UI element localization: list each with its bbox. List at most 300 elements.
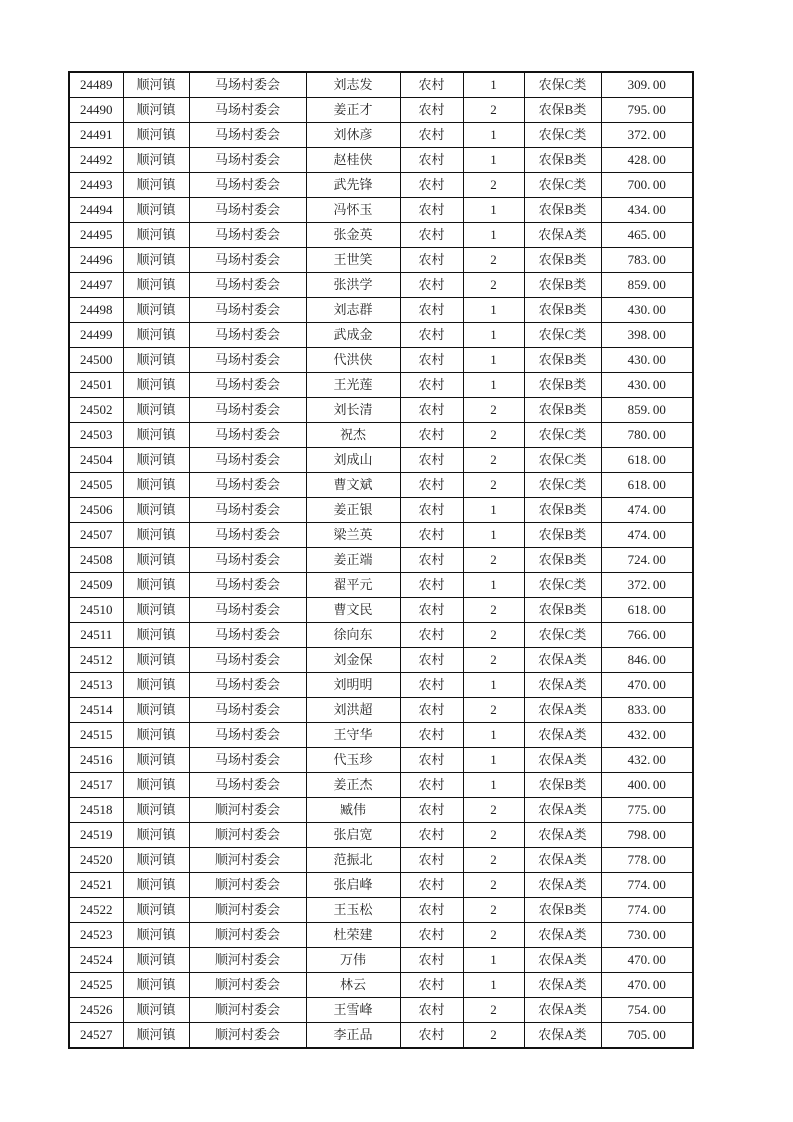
- table-row: [69, 123, 693, 148]
- cell-town: 顺河镇: [123, 548, 189, 573]
- cell-person-count: 1: [463, 323, 524, 348]
- cell-person-name: 代玉珍: [306, 748, 400, 773]
- cell-person-count: 2: [463, 898, 524, 923]
- cell-person-count: 2: [463, 848, 524, 873]
- cell-person-name: 王光莲: [306, 373, 400, 398]
- cell-person-name: 臧伟: [306, 798, 400, 823]
- cell-person-name: 刘志群: [306, 298, 400, 323]
- cell-person-count: 2: [463, 598, 524, 623]
- table-row: [69, 723, 693, 748]
- cell-town: 顺河镇: [123, 623, 189, 648]
- cell-residence-type: 农村: [400, 998, 463, 1023]
- cell-insurance-category: 农保A类: [524, 823, 601, 848]
- cell-insurance-category: 农保B类: [524, 523, 601, 548]
- cell-town: 顺河镇: [123, 823, 189, 848]
- cell-insurance-category: 农保A类: [524, 873, 601, 898]
- cell-serial-number: 24515: [69, 723, 123, 748]
- cell-village-committee: 顺河村委会: [189, 923, 306, 948]
- cell-town: 顺河镇: [123, 523, 189, 548]
- cell-insurance-category: 农保C类: [524, 72, 601, 98]
- cell-town: 顺河镇: [123, 573, 189, 598]
- cell-person-name: 刘明明: [306, 673, 400, 698]
- cell-residence-type: 农村: [400, 573, 463, 598]
- cell-residence-type: 农村: [400, 923, 463, 948]
- table-row: [69, 948, 693, 973]
- cell-insurance-category: 农保B类: [524, 548, 601, 573]
- cell-village-committee: 马场村委会: [189, 773, 306, 798]
- cell-person-name: 张洪学: [306, 273, 400, 298]
- table-row: [69, 773, 693, 798]
- cell-person-count: 2: [463, 923, 524, 948]
- cell-serial-number: 24493: [69, 173, 123, 198]
- cell-person-name: 张启宽: [306, 823, 400, 848]
- cell-insurance-category: 农保B类: [524, 273, 601, 298]
- cell-person-count: 1: [463, 723, 524, 748]
- cell-person-count: 2: [463, 798, 524, 823]
- table-row: [69, 523, 693, 548]
- cell-serial-number: 24491: [69, 123, 123, 148]
- cell-person-count: 2: [463, 98, 524, 123]
- cell-amount: 705. 00: [601, 1023, 693, 1049]
- table-row: [69, 898, 693, 923]
- cell-residence-type: 农村: [400, 248, 463, 273]
- cell-person-count: 2: [463, 273, 524, 298]
- cell-insurance-category: 农保B类: [524, 248, 601, 273]
- cell-serial-number: 24499: [69, 323, 123, 348]
- cell-insurance-category: 农保A类: [524, 948, 601, 973]
- cell-village-committee: 马场村委会: [189, 448, 306, 473]
- cell-residence-type: 农村: [400, 1023, 463, 1049]
- cell-serial-number: 24509: [69, 573, 123, 598]
- cell-town: 顺河镇: [123, 173, 189, 198]
- cell-village-committee: 顺河村委会: [189, 973, 306, 998]
- cell-residence-type: 农村: [400, 473, 463, 498]
- cell-village-committee: 马场村委会: [189, 648, 306, 673]
- cell-serial-number: 24492: [69, 148, 123, 173]
- cell-person-count: 2: [463, 423, 524, 448]
- cell-residence-type: 农村: [400, 198, 463, 223]
- cell-person-name: 翟平元: [306, 573, 400, 598]
- cell-residence-type: 农村: [400, 98, 463, 123]
- cell-serial-number: 24510: [69, 598, 123, 623]
- table-row: [69, 448, 693, 473]
- table-row: [69, 473, 693, 498]
- cell-town: 顺河镇: [123, 123, 189, 148]
- cell-amount: 618. 00: [601, 598, 693, 623]
- cell-person-name: 李正品: [306, 1023, 400, 1049]
- cell-person-count: 1: [463, 123, 524, 148]
- cell-insurance-category: 农保A类: [524, 848, 601, 873]
- cell-amount: 778. 00: [601, 848, 693, 873]
- cell-residence-type: 农村: [400, 498, 463, 523]
- cell-serial-number: 24511: [69, 623, 123, 648]
- cell-insurance-category: 农保B类: [524, 398, 601, 423]
- cell-residence-type: 农村: [400, 398, 463, 423]
- cell-town: 顺河镇: [123, 723, 189, 748]
- cell-village-committee: 马场村委会: [189, 623, 306, 648]
- cell-serial-number: 24498: [69, 298, 123, 323]
- cell-person-name: 刘长清: [306, 398, 400, 423]
- cell-town: 顺河镇: [123, 748, 189, 773]
- cell-amount: 430. 00: [601, 298, 693, 323]
- cell-serial-number: 24490: [69, 98, 123, 123]
- table-row: [69, 398, 693, 423]
- table-row: [69, 173, 693, 198]
- cell-person-count: 1: [463, 148, 524, 173]
- cell-serial-number: 24506: [69, 498, 123, 523]
- cell-person-name: 林云: [306, 973, 400, 998]
- cell-residence-type: 农村: [400, 173, 463, 198]
- cell-person-name: 张金英: [306, 223, 400, 248]
- cell-insurance-category: 农保C类: [524, 173, 601, 198]
- cell-town: 顺河镇: [123, 273, 189, 298]
- cell-person-count: 1: [463, 573, 524, 598]
- cell-village-committee: 马场村委会: [189, 273, 306, 298]
- cell-town: 顺河镇: [123, 148, 189, 173]
- cell-village-committee: 顺河村委会: [189, 898, 306, 923]
- cell-person-count: 1: [463, 373, 524, 398]
- table-row: [69, 873, 693, 898]
- cell-person-name: 王雪峰: [306, 998, 400, 1023]
- cell-town: 顺河镇: [123, 72, 189, 98]
- cell-amount: 754. 00: [601, 998, 693, 1023]
- cell-serial-number: 24501: [69, 373, 123, 398]
- cell-residence-type: 农村: [400, 273, 463, 298]
- cell-person-count: 1: [463, 223, 524, 248]
- cell-person-name: 刘金保: [306, 648, 400, 673]
- cell-serial-number: 24519: [69, 823, 123, 848]
- cell-person-count: 1: [463, 973, 524, 998]
- cell-town: 顺河镇: [123, 798, 189, 823]
- cell-person-count: 1: [463, 948, 524, 973]
- cell-insurance-category: 农保B类: [524, 298, 601, 323]
- cell-town: 顺河镇: [123, 323, 189, 348]
- cell-residence-type: 农村: [400, 348, 463, 373]
- cell-amount: 372. 00: [601, 573, 693, 598]
- cell-person-count: 1: [463, 773, 524, 798]
- cell-amount: 774. 00: [601, 898, 693, 923]
- cell-residence-type: 农村: [400, 623, 463, 648]
- cell-serial-number: 24489: [69, 72, 123, 98]
- cell-residence-type: 农村: [400, 548, 463, 573]
- cell-serial-number: 24518: [69, 798, 123, 823]
- cell-village-committee: 马场村委会: [189, 198, 306, 223]
- cell-insurance-category: 农保A类: [524, 923, 601, 948]
- cell-person-name: 刘成山: [306, 448, 400, 473]
- cell-village-committee: 顺河村委会: [189, 948, 306, 973]
- cell-person-count: 1: [463, 498, 524, 523]
- cell-amount: 618. 00: [601, 448, 693, 473]
- cell-amount: 859. 00: [601, 398, 693, 423]
- table-row: [69, 298, 693, 323]
- table-row: [69, 423, 693, 448]
- cell-village-committee: 马场村委会: [189, 423, 306, 448]
- cell-village-committee: 马场村委会: [189, 72, 306, 98]
- cell-town: 顺河镇: [123, 898, 189, 923]
- cell-town: 顺河镇: [123, 998, 189, 1023]
- cell-town: 顺河镇: [123, 348, 189, 373]
- cell-person-name: 张启峰: [306, 873, 400, 898]
- cell-insurance-category: 农保A类: [524, 798, 601, 823]
- table-row: [69, 373, 693, 398]
- cell-residence-type: 农村: [400, 448, 463, 473]
- cell-serial-number: 24526: [69, 998, 123, 1023]
- cell-serial-number: 24514: [69, 698, 123, 723]
- cell-person-count: 1: [463, 523, 524, 548]
- insurance-roster-table: [68, 71, 694, 1049]
- cell-serial-number: 24495: [69, 223, 123, 248]
- table-row: [69, 848, 693, 873]
- cell-village-committee: 马场村委会: [189, 673, 306, 698]
- cell-insurance-category: 农保A类: [524, 973, 601, 998]
- cell-person-count: 1: [463, 198, 524, 223]
- cell-village-committee: 马场村委会: [189, 548, 306, 573]
- cell-serial-number: 24512: [69, 648, 123, 673]
- table-row: [69, 223, 693, 248]
- cell-insurance-category: 农保C类: [524, 448, 601, 473]
- cell-person-count: 2: [463, 698, 524, 723]
- cell-person-count: 1: [463, 748, 524, 773]
- cell-serial-number: 24524: [69, 948, 123, 973]
- cell-residence-type: 农村: [400, 598, 463, 623]
- cell-serial-number: 24504: [69, 448, 123, 473]
- table-row: [69, 498, 693, 523]
- cell-town: 顺河镇: [123, 948, 189, 973]
- cell-town: 顺河镇: [123, 673, 189, 698]
- cell-person-name: 梁兰英: [306, 523, 400, 548]
- cell-town: 顺河镇: [123, 248, 189, 273]
- cell-person-count: 2: [463, 448, 524, 473]
- cell-person-name: 武先锋: [306, 173, 400, 198]
- cell-village-committee: 顺河村委会: [189, 823, 306, 848]
- cell-residence-type: 农村: [400, 72, 463, 98]
- cell-person-name: 王守华: [306, 723, 400, 748]
- table-row: [69, 698, 693, 723]
- table-row: [69, 823, 693, 848]
- cell-person-name: 万伟: [306, 948, 400, 973]
- cell-insurance-category: 农保B类: [524, 773, 601, 798]
- cell-residence-type: 农村: [400, 298, 463, 323]
- cell-person-count: 2: [463, 473, 524, 498]
- cell-residence-type: 农村: [400, 898, 463, 923]
- cell-person-count: 1: [463, 72, 524, 98]
- cell-insurance-category: 农保C类: [524, 573, 601, 598]
- table-row: [69, 323, 693, 348]
- cell-amount: 309. 00: [601, 72, 693, 98]
- table-row: [69, 598, 693, 623]
- cell-village-committee: 马场村委会: [189, 148, 306, 173]
- cell-insurance-category: 农保A类: [524, 698, 601, 723]
- cell-insurance-category: 农保B类: [524, 898, 601, 923]
- cell-person-name: 冯怀玉: [306, 198, 400, 223]
- table-row: [69, 798, 693, 823]
- cell-town: 顺河镇: [123, 973, 189, 998]
- cell-town: 顺河镇: [123, 448, 189, 473]
- cell-town: 顺河镇: [123, 223, 189, 248]
- cell-insurance-category: 农保C类: [524, 323, 601, 348]
- table-row: [69, 973, 693, 998]
- cell-person-name: 姜正杰: [306, 773, 400, 798]
- cell-person-name: 王玉松: [306, 898, 400, 923]
- cell-town: 顺河镇: [123, 598, 189, 623]
- cell-person-count: 2: [463, 398, 524, 423]
- cell-amount: 798. 00: [601, 823, 693, 848]
- cell-residence-type: 农村: [400, 698, 463, 723]
- table-row: [69, 148, 693, 173]
- cell-town: 顺河镇: [123, 698, 189, 723]
- cell-serial-number: 24496: [69, 248, 123, 273]
- cell-village-committee: 马场村委会: [189, 98, 306, 123]
- cell-village-committee: 马场村委会: [189, 598, 306, 623]
- cell-amount: 795. 00: [601, 98, 693, 123]
- cell-town: 顺河镇: [123, 648, 189, 673]
- cell-insurance-category: 农保A类: [524, 723, 601, 748]
- cell-village-committee: 马场村委会: [189, 248, 306, 273]
- cell-amount: 618. 00: [601, 473, 693, 498]
- cell-insurance-category: 农保A类: [524, 648, 601, 673]
- cell-person-name: 姜正端: [306, 548, 400, 573]
- cell-person-name: 代洪侠: [306, 348, 400, 373]
- cell-residence-type: 农村: [400, 523, 463, 548]
- cell-amount: 434. 00: [601, 198, 693, 223]
- cell-amount: 432. 00: [601, 723, 693, 748]
- cell-amount: 833. 00: [601, 698, 693, 723]
- cell-insurance-category: 农保B类: [524, 148, 601, 173]
- cell-village-committee: 顺河村委会: [189, 848, 306, 873]
- cell-insurance-category: 农保B类: [524, 598, 601, 623]
- cell-person-name: 杜荣建: [306, 923, 400, 948]
- cell-serial-number: 24507: [69, 523, 123, 548]
- cell-insurance-category: 农保A类: [524, 223, 601, 248]
- cell-amount: 774. 00: [601, 873, 693, 898]
- cell-insurance-category: 农保C类: [524, 623, 601, 648]
- cell-village-committee: 马场村委会: [189, 473, 306, 498]
- cell-residence-type: 农村: [400, 748, 463, 773]
- cell-amount: 780. 00: [601, 423, 693, 448]
- cell-insurance-category: 农保B类: [524, 198, 601, 223]
- cell-serial-number: 24527: [69, 1023, 123, 1049]
- cell-residence-type: 农村: [400, 848, 463, 873]
- cell-insurance-category: 农保A类: [524, 673, 601, 698]
- cell-insurance-category: 农保B类: [524, 373, 601, 398]
- cell-insurance-category: 农保A类: [524, 1023, 601, 1049]
- cell-serial-number: 24525: [69, 973, 123, 998]
- cell-serial-number: 24503: [69, 423, 123, 448]
- table-row: [69, 72, 693, 98]
- cell-person-name: 祝杰: [306, 423, 400, 448]
- cell-serial-number: 24522: [69, 898, 123, 923]
- cell-amount: 474. 00: [601, 498, 693, 523]
- cell-serial-number: 24508: [69, 548, 123, 573]
- table-row: [69, 648, 693, 673]
- cell-amount: 470. 00: [601, 948, 693, 973]
- cell-town: 顺河镇: [123, 98, 189, 123]
- cell-residence-type: 农村: [400, 873, 463, 898]
- cell-amount: 398. 00: [601, 323, 693, 348]
- cell-serial-number: 24500: [69, 348, 123, 373]
- table-row: [69, 673, 693, 698]
- cell-residence-type: 农村: [400, 648, 463, 673]
- cell-insurance-category: 农保C类: [524, 423, 601, 448]
- cell-amount: 465. 00: [601, 223, 693, 248]
- cell-amount: 432. 00: [601, 748, 693, 773]
- cell-person-name: 姜正才: [306, 98, 400, 123]
- cell-person-count: 2: [463, 998, 524, 1023]
- cell-village-committee: 马场村委会: [189, 123, 306, 148]
- cell-serial-number: 24521: [69, 873, 123, 898]
- cell-residence-type: 农村: [400, 673, 463, 698]
- cell-amount: 700. 00: [601, 173, 693, 198]
- cell-person-count: 1: [463, 673, 524, 698]
- cell-village-committee: 顺河村委会: [189, 873, 306, 898]
- table-body: [69, 72, 693, 1048]
- cell-village-committee: 马场村委会: [189, 398, 306, 423]
- cell-residence-type: 农村: [400, 373, 463, 398]
- cell-residence-type: 农村: [400, 823, 463, 848]
- cell-village-committee: 马场村委会: [189, 323, 306, 348]
- cell-person-name: 赵桂侠: [306, 148, 400, 173]
- cell-town: 顺河镇: [123, 498, 189, 523]
- cell-village-committee: 马场村委会: [189, 748, 306, 773]
- table-row: [69, 548, 693, 573]
- cell-person-name: 曹文斌: [306, 473, 400, 498]
- cell-person-count: 1: [463, 348, 524, 373]
- cell-amount: 859. 00: [601, 273, 693, 298]
- cell-village-committee: 顺河村委会: [189, 798, 306, 823]
- cell-town: 顺河镇: [123, 1023, 189, 1049]
- cell-town: 顺河镇: [123, 398, 189, 423]
- table-row: [69, 748, 693, 773]
- cell-town: 顺河镇: [123, 773, 189, 798]
- cell-amount: 783. 00: [601, 248, 693, 273]
- cell-insurance-category: 农保B类: [524, 98, 601, 123]
- cell-amount: 400. 00: [601, 773, 693, 798]
- cell-amount: 724. 00: [601, 548, 693, 573]
- cell-town: 顺河镇: [123, 373, 189, 398]
- cell-town: 顺河镇: [123, 873, 189, 898]
- table-row: [69, 923, 693, 948]
- cell-residence-type: 农村: [400, 423, 463, 448]
- cell-serial-number: 24516: [69, 748, 123, 773]
- cell-village-committee: 马场村委会: [189, 173, 306, 198]
- cell-village-committee: 马场村委会: [189, 373, 306, 398]
- cell-insurance-category: 农保A类: [524, 998, 601, 1023]
- cell-village-committee: 马场村委会: [189, 698, 306, 723]
- cell-village-committee: 马场村委会: [189, 348, 306, 373]
- cell-village-committee: 马场村委会: [189, 498, 306, 523]
- table-row: [69, 998, 693, 1023]
- cell-amount: 775. 00: [601, 798, 693, 823]
- cell-person-count: 2: [463, 548, 524, 573]
- cell-residence-type: 农村: [400, 798, 463, 823]
- cell-residence-type: 农村: [400, 323, 463, 348]
- cell-amount: 846. 00: [601, 648, 693, 673]
- table-row: [69, 198, 693, 223]
- cell-person-name: 刘休彦: [306, 123, 400, 148]
- cell-insurance-category: 农保C类: [524, 473, 601, 498]
- table-row: [69, 273, 693, 298]
- cell-village-committee: 马场村委会: [189, 223, 306, 248]
- cell-amount: 730. 00: [601, 923, 693, 948]
- cell-amount: 372. 00: [601, 123, 693, 148]
- cell-town: 顺河镇: [123, 473, 189, 498]
- cell-amount: 430. 00: [601, 373, 693, 398]
- cell-amount: 766. 00: [601, 623, 693, 648]
- cell-village-committee: 马场村委会: [189, 723, 306, 748]
- table-row: [69, 573, 693, 598]
- cell-town: 顺河镇: [123, 923, 189, 948]
- cell-person-count: 2: [463, 873, 524, 898]
